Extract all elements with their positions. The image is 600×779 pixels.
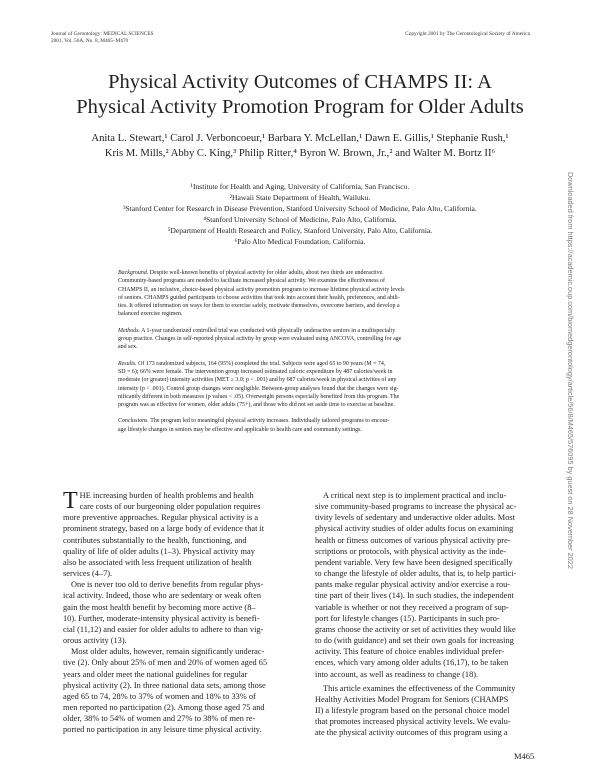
abstract-line: program was as effective for women, older adults (75+), and those who did not set aside time to exercise at baseline. [118, 402, 395, 409]
abstract-line: The program led to meaningful physical activity increases. Individually tailored programs to encour- [150, 418, 390, 425]
body-line: more preventive approaches. Regular physical activity is a [63, 513, 259, 523]
abstract-label: Background. [118, 270, 149, 276]
body-line: One is never too old to derive benefits from regular phys- [71, 580, 264, 590]
body-line: ate the physical activity outcomes of this program using a [315, 728, 508, 738]
title-line: Physical Activity Outcomes of CHAMPS II: A [108, 71, 492, 93]
abstract-line: CHAMPS II, an inclusive, choice-based physical activity promotion program to increase lifetime physical activity levels [118, 286, 405, 293]
body-line: into account, as well as readiness to change (18). [315, 669, 479, 679]
journal-header [51, 31, 154, 45]
affiliation-list [55, 181, 545, 247]
body-line: sive community-based programs to increase the physical ac- [315, 502, 517, 512]
body-line: orous activity (13). [63, 636, 127, 646]
body-line: that promotes increased physical activity levels. We evalu- [315, 717, 511, 727]
copyright-header [405, 31, 530, 38]
download-watermark [566, 172, 575, 622]
body-line: prominent strategy, based on a large body of evidence that it [63, 524, 265, 534]
body-line: quality of life of older adults (1–3). Physical activity may [63, 546, 255, 556]
abstract-line: of seniors. CHAMPS guided participants to choose activities that took into account their health, preferences, and abili- [118, 294, 400, 301]
abstract-label: Results. [118, 360, 137, 367]
body-line: cial (11,12) and easier for older adults to adhere to than vig- [63, 624, 264, 634]
author-list [40, 131, 560, 161]
body-column-left [63, 490, 306, 735]
abstract-label: Methods. [118, 327, 140, 334]
abstract-line: Community-based programs are needed to facilitate increased physical activity. We examine the effectiveness of [118, 278, 385, 285]
body-line: tivity levels of sedentary and underactive older adults. Most [315, 513, 515, 523]
body-line: grams choose the activity or set of activities they would like [315, 624, 516, 634]
body-line: scriptions or protocols, with physical activity as the inde- [315, 546, 507, 556]
drop-cap: T [63, 488, 78, 514]
body-line: ences, which vary among older adults (16,17), to be taken [315, 658, 509, 668]
page-number: M465 [514, 751, 535, 761]
abstract-background [118, 269, 488, 319]
abstract-results [118, 360, 488, 410]
title-line: Physical Activity Promotion Program for Older Adults [76, 96, 524, 118]
body-line: Healthy Activities Model Program for Seniors (CHAMPS [315, 694, 509, 704]
affiliation: ³Stanford Center for Research in Disease Prevention, Stanford University School of Medicine, Palo Alto, California. [123, 204, 477, 213]
abstract-line: ties. It offered information on ways for them to exercise safely, motivate themselves, overcome barriers, and develop a [118, 303, 400, 310]
body-line: to change the lifestyle of older adults, that is, to help partici- [315, 569, 517, 579]
body-line: tine part of their lives (14). In such studies, the independent [315, 591, 514, 601]
body-line: tive (2). Only about 25% of men and 20% of women aged 65 [63, 658, 268, 668]
body-line: A critical next step is to implement practical and inclu- [323, 491, 507, 500]
body-line: to do (with guidance) and set their own goals for increasing [315, 636, 514, 646]
abstract-line: nificantly different in both measures (p values < .05). Overweight persons especially benefited from this program. The [118, 393, 400, 400]
body-line: variable is whether or not they received a program of sup- [315, 602, 509, 612]
body-line: men reported no participation (2). Among those aged 75 and [63, 702, 265, 712]
article-title [40, 70, 560, 120]
body-line: years and older meet the national guidelines for regular [63, 669, 248, 679]
body-line: also be associated with less frequent utilization of health [63, 557, 252, 567]
body-line: HE increasing burden of health problems and health [79, 491, 254, 500]
abstract-line: age lifestyle changes in seniors may be effective and applicable to health care and community settings. [118, 426, 362, 433]
body-line: health or fitness outcomes of various physical activity pre- [315, 535, 511, 545]
body-line: aged 65 to 74, 28% to 37% of women and 18% to 33% of [63, 691, 256, 701]
body-line: II) a lifestyle program based on the personal choice model [315, 705, 510, 715]
abstract-methods [118, 327, 488, 352]
affiliation: ²Hawaii State Department of Health, Wailuku. [229, 193, 371, 202]
body-line: older, 38% to 54% of women and 27% to 38% of men re- [63, 714, 256, 724]
abstract-line: moderate (or greater) intensity activities (MET ≥ 3.0; p < .001) and by 687 calories/week in physical activities of any [118, 377, 397, 384]
affiliation: ⁶Palo Alto Medical Foundation, California. [234, 237, 366, 246]
copyright-text: Copyright 2001 by The Gerontological Society of America [405, 31, 530, 37]
body-line: This article examines the effectiveness of the Community [323, 683, 516, 693]
abstract-line: Of 173 randomized subjects, 164 (95%) completed the trial. Subjects were aged 65 to 90 years (M = 74, [138, 360, 386, 367]
watermark-text: Downloaded from https://academic.oup.com/biomedgerontology/article/56/8/M465/576095 by guest on 28 November 2022 [566, 172, 575, 569]
body-line: 10). Further, moderate-intensity physical activity is benefi- [63, 613, 260, 623]
abstract-line: SD = 6); 66% were female. The intervention group increased estimated caloric expenditure by 487 calories/week in [118, 368, 393, 375]
journal-volume: 2001, Vol. 56A, No. 8, M465–M470 [51, 38, 129, 44]
body-line: care costs of our burgeoning older population requires [79, 502, 261, 512]
abstract-line: intensity (p < .001). Control group changes were negligible. Between-group analyses found that the changes were sig- [118, 385, 399, 392]
abstract-line: balanced exercise regimen. [118, 311, 183, 318]
author-line: Anita L. Stewart,¹ Carol J. Verboncoeur,¹ Barbara Y. McLellan,¹ Dawn E. Gillis,¹ Stephanie Rush,¹ [91, 133, 509, 144]
affiliation: ⁵Department of Health Research and Policy, Stanford University, Palo Alto, California. [167, 226, 433, 235]
body-line: ported no participation in any leisure time physical activity. [63, 725, 262, 735]
abstract-line: Despite well-known benefits of physical activity for older adults, about two thirds are underactive. [149, 270, 384, 276]
abstract-line: A 1-year randomized controlled trial was conducted with physically underactive seniors in a multispecialty [141, 327, 396, 334]
abstract-label: Conclusions. [118, 418, 149, 425]
body-line: Most older adults, however, remain significantly underac- [71, 647, 265, 657]
body-line: services (4–7). [63, 569, 113, 579]
body-line: pendent variable. Very few have been designed specifically [315, 557, 513, 567]
body-column-right [315, 490, 558, 738]
body-line: pants make regular physical activity and/or exercise a rou- [315, 580, 511, 590]
author-line: Kris M. Mills,² Abby C. King,³ Philip Ritter,⁴ Byron W. Brown, Jr.,² and Walter M. Bortz II⁶ [104, 148, 496, 159]
body-line: physical activity studies of older adults focus on examining [315, 524, 514, 534]
journal-name: Journal of Gerontology: MEDICAL SCIENCES [51, 31, 154, 37]
affiliation: ¹Institute for Health and Aging, University of California, San Francisco. [190, 182, 410, 191]
abstract-line: group practice. Changes in self-reported physical activity by group were evaluated using ANCOVA, controlling for age [118, 336, 402, 343]
abstract-line: and sex. [118, 344, 138, 351]
body-line: physical activity (2). In three national data sets, among those [63, 680, 266, 690]
body-line: contributes substantially to the health, functioning, and [63, 535, 247, 545]
abstract [118, 269, 488, 442]
abstract-conclusions [118, 417, 488, 434]
body-line: gain the most health benefit by becoming more active (8– [63, 602, 256, 612]
affiliation: ⁴Stanford University School of Medicine, Palo Alto, California. [203, 215, 397, 224]
body-line: ical activity. Indeed, those who are sedentary or weak often [63, 591, 262, 601]
body-line: activity. This feature of choice enables individual prefer- [315, 647, 505, 657]
body-line: port for lifestyle changes (15). Participants in such pro- [315, 613, 500, 623]
